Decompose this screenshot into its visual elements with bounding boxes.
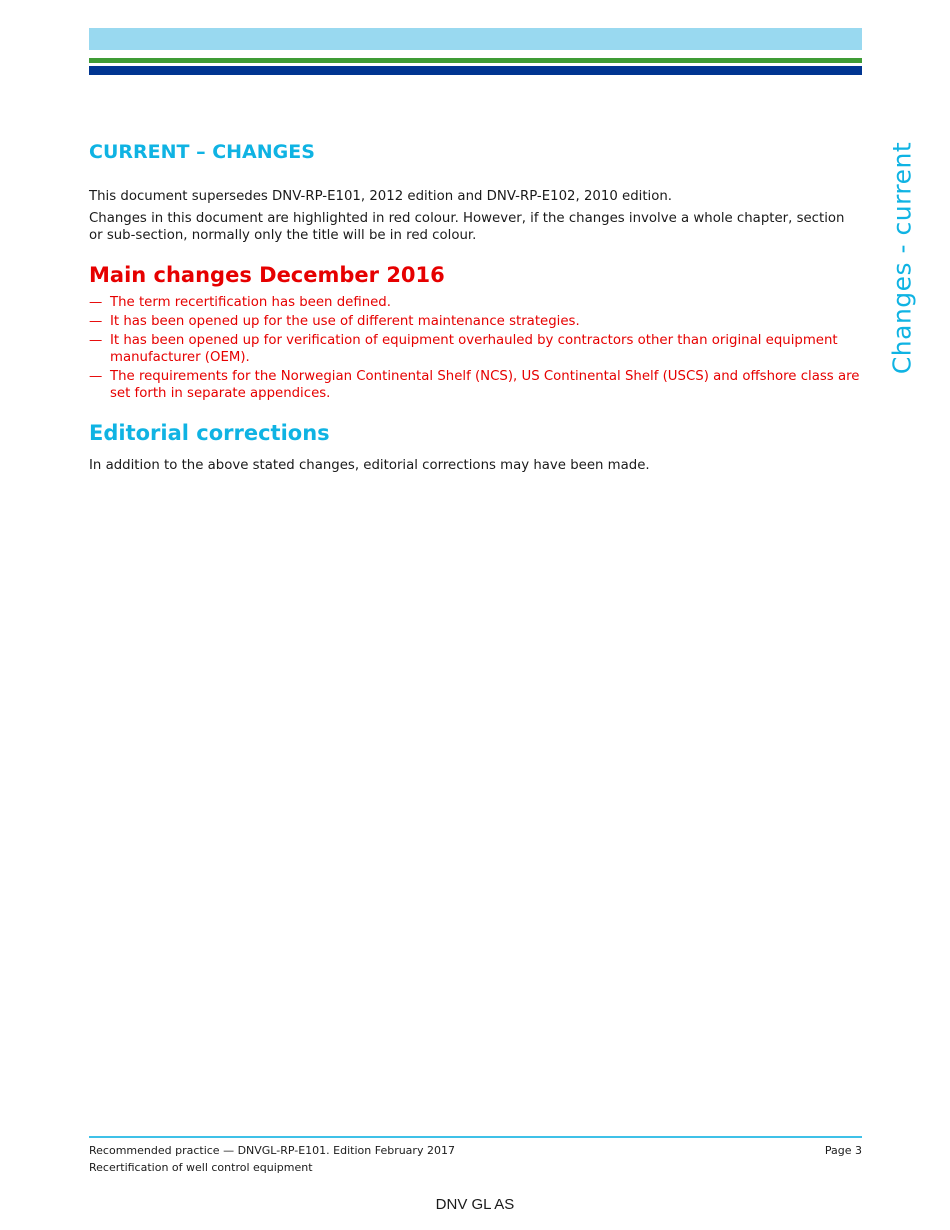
list-item-text: The term recertification has been defined. [110,295,391,310]
footer-document-info [89,1142,455,1176]
list-item [89,332,862,366]
main-changes-heading: Main changes December 2016 [89,263,445,287]
company-name: DNV GL AS [435,1196,515,1213]
list-item [89,368,862,402]
footer-document-title: Recertification of well control equipment [89,1161,313,1174]
footer-divider [89,1136,862,1138]
dash-bullet-icon: — [89,369,103,384]
header-band-light [89,28,862,50]
header-band-green [89,58,862,63]
page-content [89,138,862,474]
side-section-label: Changes - current [887,141,917,375]
list-item [89,313,862,330]
editorial-paragraph: In addition to the above stated changes, editorial corrections may have been made. [89,458,650,473]
dash-bullet-icon: — [89,295,103,310]
footer-document-reference: Recommended practice — DNVGL-RP-E101. Edition February 2017 [89,1144,455,1157]
list-item-text: The requirements for the Norwegian Continental Shelf (NCS), US Continental Shelf (USCS) and offshore class are set forth in separate appendices. [110,369,860,401]
list-item [89,294,862,311]
list-item-text: It has been opened up for the use of different maintenance strategies. [110,314,580,329]
main-changes-list [89,294,862,402]
header-band-navy [89,66,862,75]
editorial-heading: Editorial corrections [89,421,330,445]
intro-paragraph-highlighting: Changes in this document are highlighted in red colour. However, if the changes involve a whole chapter, section or sub-section, normally only the title will be in red colour. [89,211,845,243]
dash-bullet-icon: — [89,333,103,348]
dash-bullet-icon: — [89,314,103,329]
intro-paragraph-supersedes: This document supersedes DNV-RP-E101, 2012 edition and DNV-RP-E102, 2010 edition. [89,189,673,204]
page-number: Page 3 [824,1144,862,1157]
page-title: CURRENT – CHANGES [89,141,315,163]
list-item-text: It has been opened up for verification of equipment overhauled by contractors other than original equipment manufacturer (OEM). [110,333,838,365]
